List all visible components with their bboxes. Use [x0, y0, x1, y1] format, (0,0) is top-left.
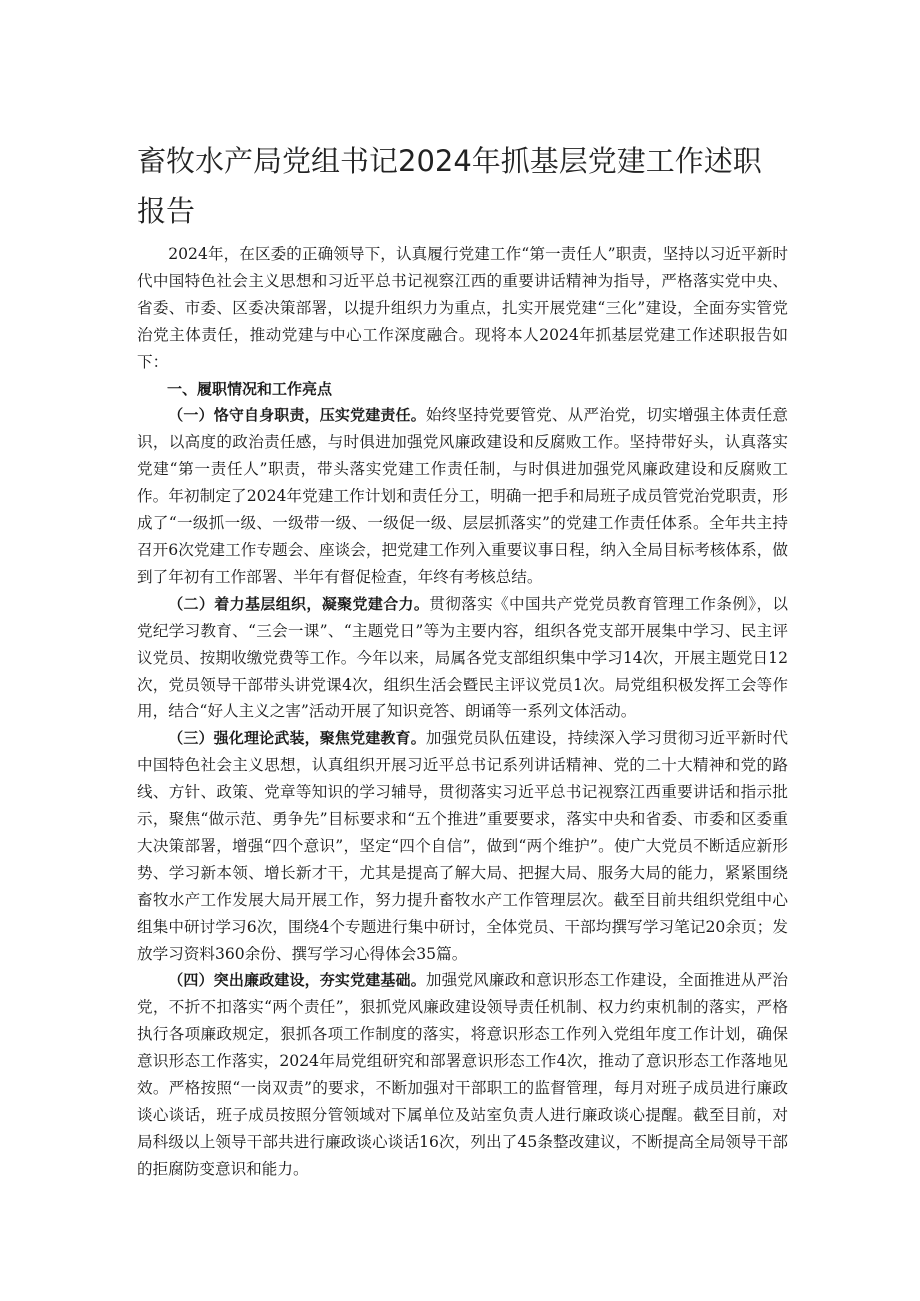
item-text: 贯彻落实《中国共产党党员教育管理工作条例》，以党纪学习教育、“三会一课”、“主题党日”等为主要内容，组织各党支部开展集中学习、民主评议党员、按期收缴党费等工作。今年以来，局属各党支部组织集中学习14次，开展主题党日12次，党员领导干部带头讲党课4次，组织生活会暨民主评议党员1次。局党组积极发挥工会等作用，结合“好人主义之害”活动开展了知识竞答、朗诵等一系列文体活动。: [137, 594, 788, 721]
item-lead: （一）恪守自身职责，压实党建责任。: [168, 406, 426, 425]
item-paragraph: [137, 967, 788, 1182]
item-text: 加强党员队伍建设，持续深入学习贯彻习近平新时代中国特色社会主义思想，认真组织开展习近平总书记系列讲话精神、党的二十大精神和党的路线、方针、政策、党章等知识的学习辅导，贯彻落实习近平总书记视察江西重要讲话和指示批示，聚焦“做示范、勇争先”目标要求和“五个推进”重要要求，落实中央和省委、市委和区委重大决策部署，增强“四个意识”，坚定“四个自信”，做到“两个维护”。使广大党员不断适应新形势、学习新本领、增长新才干，尤其是提高了解大局、把握大局、服务大局的能力，紧紧围绕畜牧水产工作发展大局开展工作，努力提升畜牧水产工作管理层次。截至目前共组织党组中心组集中研讨学习6次，围绕4个专题进行集中研讨，全体党员、干部均撰写学习笔记20余页；发放学习资料360余份、撰写学习心得体会35篇。: [137, 729, 788, 963]
item-lead: （三）强化理论武装，聚焦党建教育。: [168, 729, 426, 748]
intro-paragraph: 2024年，在区委的正确领导下，认真履行党建工作“第一责任人”职责，坚持以习近平新时代中国特色社会主义思想和习近平总书记视察江西的重要讲话精神为指导，严格落实党中央、省委、市委、区委决策部署，以提升组织力为重点，扎实开展党建“三化”建设，全面夯实管党治党主体责任，推动党建与中心工作深度融合。现将本人2024年抓基层党建工作述职报告如下：: [137, 245, 788, 371]
item-paragraph: [137, 591, 788, 726]
item-paragraph: [137, 402, 788, 590]
item-text: 始终坚持党要管党、从严治党，切实增强主体责任意识，以高度的政治责任感，与时俱进加强党风廉政建设和反腐败工作。坚持带好头，认真落实党建“第一责任人”职责，带头落实党建工作责任制，与时俱进加强党风廉政建设和反腐败工作。年初制定了2024年党建工作计划和责任分工，明确一把手和局班子成员管党治党职责，形成了“一级抓一级、一级带一级、一级促一级、层层抓落实”的党建工作责任体系。全年共主持召开6次党建工作专题会、座谈会，把党建工作列入重要议事日程，纳入全局目标考核体系，做到了年初有工作部署、半年有督促检查，年终有考核总结。: [137, 406, 788, 586]
item-lead: （二）着力基层组织，凝聚党建合力。: [168, 594, 430, 613]
item-lead: （四）突出廉政建设，夯实党建基础。: [168, 971, 426, 990]
document-body: [137, 241, 788, 1183]
item-text: 加强党风廉政和意识形态工作建设，全面推进从严治党，不折不扣落实“两个责任”，狠抓党风廉政建设领导责任机制、权力约束机制的落实，严格执行各项廉政规定，狠抓各项工作制度的落实，将意识形态工作列入党组年度工作计划，确保意识形态工作落实，2024年局党组研究和部署意识形态工作4次，推动了意识形态工作落地见效。严格按照“一岗双责”的要求，不断加强对干部职工的监督管理，每月对班子成员进行廉政谈心谈话，班子成员按照分管领域对下属单位及站室负责人进行廉政谈心提醒。截至目前，对局科级以上领导干部共进行廉政谈心谈话16次，列出了45条整改建议，不断提高全局领导干部的拒腐防变意识和能力。: [137, 971, 788, 1178]
section-heading: 一、履职情况和工作亮点: [167, 379, 333, 398]
document-title: 畜牧水产局党组书记2024年抓基层党建工作述职报告: [137, 144, 762, 228]
item-paragraph: [137, 725, 788, 967]
